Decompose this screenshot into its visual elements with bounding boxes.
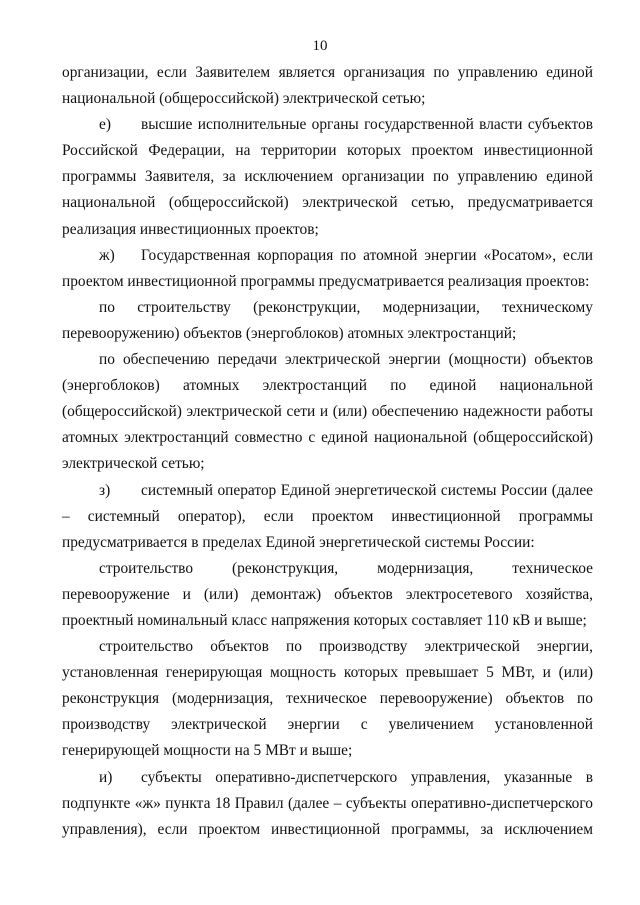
paragraph xyxy=(62,478,593,556)
paragraph-text: организации, если Заявителем является организация по управлению единой национальной (общероссийской) электрической сетью; xyxy=(62,64,593,108)
page-number: 10 xyxy=(312,38,328,54)
paragraph-text: строительство (реконструкция, модернизация, техническое перевооружение и (или) демонтаж) объектов электросетевого хозяйства, проектный номинальный класс напряжения которых составляет 110 кВ и выше; xyxy=(62,559,593,629)
list-marker: е) xyxy=(99,116,111,134)
document-body xyxy=(62,60,593,843)
paragraph-text: системный оператор Единой энергетической системы России (далее – системный оператор), если проектом инвестиционной программы предусматривается в пределах Единой энергетической системы России: xyxy=(62,481,593,551)
paragraph-text: строительство объектов по производству электрической энергии, установленная генерирующая мощность которых превышает 5 МВт, и (или) реконструкция (модернизация, техническое перевооружение) объектов по производству электрической энергии с увеличением установленной генерирующей мощности на 5 МВт и выше; xyxy=(62,638,593,760)
list-marker: з) xyxy=(99,481,111,499)
paragraph-text: субъекты оперативно-диспетчерского управления, указанные в подпункте «ж» пункта 18 Правил (далее – субъекты оперативно-диспетчерского управления), если проектом инвестиционной программы, за исключением xyxy=(62,768,593,838)
paragraph xyxy=(62,634,593,764)
paragraph-text: по строительству (реконструкции, модернизации, техническому перевооружению) объектов (энергоблоков) атомных электростанций; xyxy=(62,298,593,342)
paragraph xyxy=(62,112,593,242)
paragraph xyxy=(62,556,593,634)
paragraph-text: высшие исполнительные органы государственной власти субъектов Российской Федерации, на территории которых проектом инвестиционной программы Заявителя, за исключением организации по управлению единой национальной (общероссийской) электрической сетью, предусматривается реализация инвестиционных проектов; xyxy=(62,116,593,238)
paragraph xyxy=(62,243,593,295)
paragraph xyxy=(62,295,593,347)
list-marker: ж) xyxy=(99,246,115,264)
paragraph xyxy=(62,765,593,843)
paragraph xyxy=(62,347,593,477)
list-marker: и) xyxy=(99,768,113,786)
paragraph xyxy=(62,60,593,112)
paragraph-text: по обеспечению передачи электрической энергии (мощности) объектов (энергоблоков) атомных электростанций по единой национальной (общероссийской) электрической сети и (или) обеспечению надежности работы атомных электростанций совместно с единой национальной (общероссийской) электрической сетью; xyxy=(62,351,593,473)
paragraph-text: Государственная корпорация по атомной энергии «Росатом», если проектом инвестиционной программы предусматривается реализация проектов: xyxy=(62,246,593,290)
